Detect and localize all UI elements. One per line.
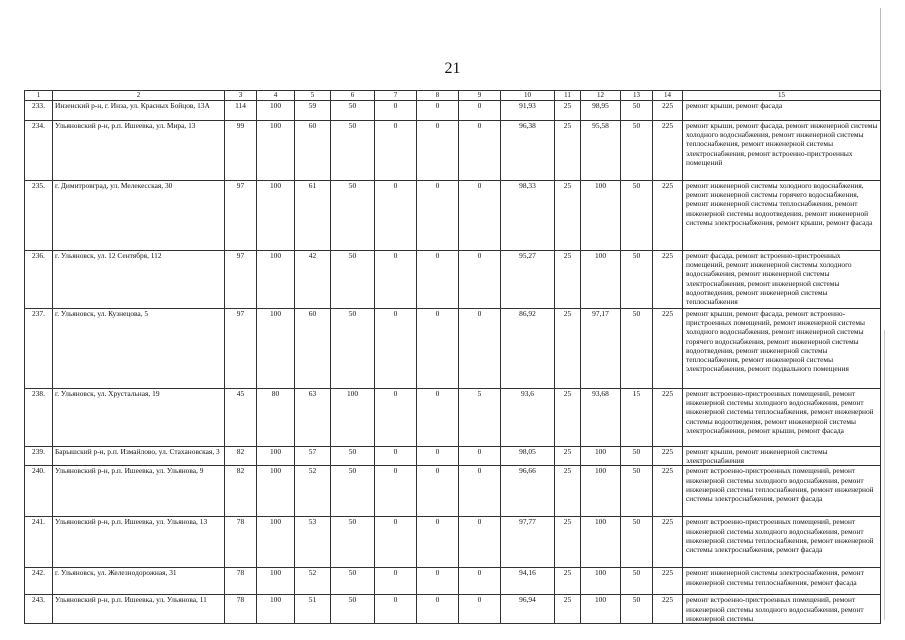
cell-c12: 93,68 xyxy=(581,389,621,447)
cell-c8: 0 xyxy=(417,121,459,181)
cell-c13: 50 xyxy=(621,568,653,595)
cell-c13: 15 xyxy=(621,389,653,447)
column-header-9: 9 xyxy=(459,91,501,101)
column-header-8: 8 xyxy=(417,91,459,101)
cell-addr: г. Ульяновск, ул. Хрустальная, 19 xyxy=(53,389,225,447)
cell-works: ремонт встроенно-пристроенных помещений, ремонт инженерной системы холодного водоснабжения, ремонт инженерной системы xyxy=(683,595,881,624)
scan-edge-line xyxy=(884,330,885,620)
cell-c5: 52 xyxy=(295,466,331,517)
cell-c14: 225 xyxy=(653,389,683,447)
cell-works: ремонт крыши, ремонт фасада, ремонт встроенно-пристроенных помещений, ремонт инженерной системы холодного водоснабжения, ремонт инженерной системы горячего водоснабжения, ремонт инженерной системы водоотведения, ремонт инженерной системы теплоснабжения, ремонт инженерной системы электроснабжения, ремонт подвального помещения xyxy=(683,309,881,389)
cell-c8: 0 xyxy=(417,517,459,568)
cell-c10: 98,33 xyxy=(501,181,555,251)
cell-c5: 51 xyxy=(295,595,331,624)
cell-c11: 25 xyxy=(555,121,581,181)
cell-c12: 100 xyxy=(581,447,621,466)
cell-addr: г. Ульяновск, ул. 12 Сентября, 112 xyxy=(53,251,225,309)
cell-c5: 53 xyxy=(295,517,331,568)
cell-c4: 100 xyxy=(257,447,295,466)
cell-c6: 50 xyxy=(331,568,375,595)
cell-c13: 50 xyxy=(621,181,653,251)
cell-c4: 100 xyxy=(257,466,295,517)
cell-c13: 50 xyxy=(621,517,653,568)
column-header-7: 7 xyxy=(375,91,417,101)
cell-c5: 60 xyxy=(295,309,331,389)
cell-c4: 100 xyxy=(257,595,295,624)
cell-works: ремонт крыши, ремонт инженерной системы электроснабжения xyxy=(683,447,881,466)
cell-n: 238. xyxy=(25,389,53,447)
column-header-11: 11 xyxy=(555,91,581,101)
cell-n: 240. xyxy=(25,466,53,517)
cell-c13: 50 xyxy=(621,101,653,121)
cell-c6: 50 xyxy=(331,447,375,466)
cell-c12: 97,17 xyxy=(581,309,621,389)
column-header-14: 14 xyxy=(653,91,683,101)
cell-c11: 25 xyxy=(555,447,581,466)
table-row xyxy=(25,181,881,251)
cell-c7: 0 xyxy=(375,101,417,121)
cell-c5: 59 xyxy=(295,101,331,121)
cell-c7: 0 xyxy=(375,121,417,181)
cell-c10: 98,05 xyxy=(501,447,555,466)
cell-n: 237. xyxy=(25,309,53,389)
cell-c12: 95,58 xyxy=(581,121,621,181)
cell-works: ремонт инженерной системы электроснабжения, ремонт инженерной системы теплоснабжения, ремонт фасада xyxy=(683,568,881,595)
cell-c14: 225 xyxy=(653,251,683,309)
cell-c5: 60 xyxy=(295,121,331,181)
cell-c6: 50 xyxy=(331,181,375,251)
cell-c12: 100 xyxy=(581,181,621,251)
cell-c7: 0 xyxy=(375,517,417,568)
cell-c9: 0 xyxy=(459,466,501,517)
cell-works: ремонт крыши, ремонт фасада xyxy=(683,101,881,121)
cell-c12: 100 xyxy=(581,595,621,624)
cell-c9: 0 xyxy=(459,121,501,181)
cell-addr: г. Ульяновск, ул. Железнодорожная, 31 xyxy=(53,568,225,595)
cell-c8: 0 xyxy=(417,101,459,121)
cell-c4: 100 xyxy=(257,121,295,181)
page-number: 21 xyxy=(444,60,461,77)
column-header-2: 2 xyxy=(53,91,225,101)
cell-c7: 0 xyxy=(375,181,417,251)
cell-c11: 25 xyxy=(555,389,581,447)
cell-c11: 25 xyxy=(555,309,581,389)
column-header-13: 13 xyxy=(621,91,653,101)
cell-c14: 225 xyxy=(653,101,683,121)
cell-addr: Барышский р-н, р.п. Измайлово, ул. Стахановская, 3 xyxy=(53,447,225,466)
cell-c6: 100 xyxy=(331,389,375,447)
cell-c3: 78 xyxy=(225,517,257,568)
table-row xyxy=(25,389,881,447)
cell-c5: 57 xyxy=(295,447,331,466)
cell-c3: 82 xyxy=(225,447,257,466)
cell-c11: 25 xyxy=(555,595,581,624)
cell-n: 233. xyxy=(25,101,53,121)
cell-c10: 96,38 xyxy=(501,121,555,181)
cell-c8: 0 xyxy=(417,447,459,466)
cell-c9: 0 xyxy=(459,517,501,568)
cell-c10: 94,16 xyxy=(501,568,555,595)
cell-c10: 95,27 xyxy=(501,251,555,309)
cell-works: ремонт инженерной системы холодного водоснабжения, ремонт инженерной системы горячего водоснабжения, ремонт инженерной системы теплоснабжения, ремонт инженерной системы водоотведения, ремонт инженерной системы электроснабжения, ремонт крыши, ремонт фасада xyxy=(683,181,881,251)
cell-addr: Ульяновский р-н, р.п. Ишеевка, ул. Ульянова, 9 xyxy=(53,466,225,517)
cell-c10: 86,92 xyxy=(501,309,555,389)
cell-c14: 225 xyxy=(653,595,683,624)
cell-addr: Ульяновский р-н, р.п. Ишеевка, ул. Мира, 13 xyxy=(53,121,225,181)
cell-c6: 50 xyxy=(331,101,375,121)
cell-c8: 0 xyxy=(417,595,459,624)
cell-c7: 0 xyxy=(375,595,417,624)
cell-c8: 0 xyxy=(417,181,459,251)
cell-c8: 0 xyxy=(417,568,459,595)
cell-c7: 0 xyxy=(375,309,417,389)
cell-c12: 100 xyxy=(581,466,621,517)
cell-n: 241. xyxy=(25,517,53,568)
column-header-12: 12 xyxy=(581,91,621,101)
cell-c8: 0 xyxy=(417,389,459,447)
cell-c3: 45 xyxy=(225,389,257,447)
cell-c10: 96,94 xyxy=(501,595,555,624)
cell-c7: 0 xyxy=(375,568,417,595)
repair-program-table xyxy=(24,90,881,624)
cell-c6: 50 xyxy=(331,251,375,309)
table-row xyxy=(25,517,881,568)
cell-c6: 50 xyxy=(331,517,375,568)
cell-c14: 225 xyxy=(653,121,683,181)
cell-n: 242. xyxy=(25,568,53,595)
cell-c9: 0 xyxy=(459,251,501,309)
cell-addr: Инзенский р-н, г. Инза, ул. Красных Бойцов, 13А xyxy=(53,101,225,121)
cell-c6: 50 xyxy=(331,309,375,389)
table-row xyxy=(25,121,881,181)
cell-c11: 25 xyxy=(555,568,581,595)
cell-c13: 50 xyxy=(621,121,653,181)
cell-addr: Ульяновский р-н, р.п. Ишеевка, ул. Ульянова, 13 xyxy=(53,517,225,568)
cell-c13: 50 xyxy=(621,309,653,389)
table-row xyxy=(25,568,881,595)
cell-c11: 25 xyxy=(555,181,581,251)
cell-c12: 98,95 xyxy=(581,101,621,121)
cell-c13: 50 xyxy=(621,447,653,466)
table-row xyxy=(25,101,881,121)
cell-c9: 0 xyxy=(459,447,501,466)
table-row xyxy=(25,251,881,309)
cell-c4: 100 xyxy=(257,251,295,309)
cell-c14: 225 xyxy=(653,568,683,595)
cell-c13: 50 xyxy=(621,466,653,517)
cell-n: 243. xyxy=(25,595,53,624)
cell-c3: 97 xyxy=(225,309,257,389)
cell-c12: 100 xyxy=(581,568,621,595)
cell-c12: 100 xyxy=(581,251,621,309)
column-header-6: 6 xyxy=(331,91,375,101)
cell-works: ремонт фасада, ремонт встроенно-пристроенных помещений, ремонт инженерной системы холодного водоснабжения, ремонт инженерной системы электроснабжения, ремонт инженерной системы водоотведения, ремонт инженерной системы теплоснабжения xyxy=(683,251,881,309)
cell-c4: 100 xyxy=(257,309,295,389)
cell-c7: 0 xyxy=(375,447,417,466)
cell-c5: 63 xyxy=(295,389,331,447)
cell-c4: 100 xyxy=(257,101,295,121)
cell-c8: 0 xyxy=(417,466,459,517)
cell-c14: 225 xyxy=(653,181,683,251)
column-header-4: 4 xyxy=(257,91,295,101)
cell-n: 239. xyxy=(25,447,53,466)
cell-c3: 97 xyxy=(225,251,257,309)
cell-c4: 100 xyxy=(257,181,295,251)
cell-c4: 80 xyxy=(257,389,295,447)
cell-c13: 50 xyxy=(621,251,653,309)
cell-n: 236. xyxy=(25,251,53,309)
cell-c10: 91,93 xyxy=(501,101,555,121)
table-row xyxy=(25,447,881,466)
cell-c7: 0 xyxy=(375,389,417,447)
cell-c7: 0 xyxy=(375,251,417,309)
column-header-3: 3 xyxy=(225,91,257,101)
column-header-15: 15 xyxy=(683,91,881,101)
cell-c8: 0 xyxy=(417,309,459,389)
cell-c11: 25 xyxy=(555,466,581,517)
cell-c11: 25 xyxy=(555,517,581,568)
cell-c3: 78 xyxy=(225,568,257,595)
cell-c13: 50 xyxy=(621,595,653,624)
table-row xyxy=(25,595,881,624)
cell-c9: 5 xyxy=(459,389,501,447)
cell-addr: г. Ульяновск, ул. Кузнецова, 5 xyxy=(53,309,225,389)
cell-c9: 0 xyxy=(459,309,501,389)
cell-n: 235. xyxy=(25,181,53,251)
cell-c3: 97 xyxy=(225,181,257,251)
column-header-5: 5 xyxy=(295,91,331,101)
table-header-row xyxy=(25,91,881,101)
cell-c11: 25 xyxy=(555,251,581,309)
cell-c12: 100 xyxy=(581,517,621,568)
cell-c9: 0 xyxy=(459,181,501,251)
cell-addr: Ульяновский р-н, р.п. Ишеевка, ул. Ульянова, 11 xyxy=(53,595,225,624)
cell-c3: 99 xyxy=(225,121,257,181)
cell-c3: 78 xyxy=(225,595,257,624)
cell-c14: 225 xyxy=(653,447,683,466)
cell-c4: 100 xyxy=(257,517,295,568)
cell-c3: 82 xyxy=(225,466,257,517)
cell-works: ремонт встроенно-пристроенных помещений, ремонт инженерной системы холодного водоснабжения, ремонт инженерной системы теплоснабжения, ремонт инженерной системы электроснабжения, ремонт фасада xyxy=(683,517,881,568)
table-row xyxy=(25,466,881,517)
table-row xyxy=(25,309,881,389)
cell-c9: 0 xyxy=(459,568,501,595)
cell-c10: 97,77 xyxy=(501,517,555,568)
cell-c5: 61 xyxy=(295,181,331,251)
cell-works: ремонт встроенно-пристроенных помещений, ремонт инженерной системы холодного водоснабжения, ремонт инженерной системы теплоснабжения, ремонт инженерной системы водоотведения, ремонт инженерной системы электроснабжения, ремонт крыши, ремонт фасада xyxy=(683,389,881,447)
cell-c14: 225 xyxy=(653,517,683,568)
cell-c14: 225 xyxy=(653,466,683,517)
cell-c10: 93,6 xyxy=(501,389,555,447)
cell-c4: 100 xyxy=(257,568,295,595)
cell-c6: 50 xyxy=(331,466,375,517)
cell-c10: 96,66 xyxy=(501,466,555,517)
cell-addr: г. Димитровград, ул. Мелекесская, 30 xyxy=(53,181,225,251)
cell-c9: 0 xyxy=(459,101,501,121)
cell-c14: 225 xyxy=(653,309,683,389)
cell-c5: 42 xyxy=(295,251,331,309)
cell-n: 234. xyxy=(25,121,53,181)
column-header-1: 1 xyxy=(25,91,53,101)
column-header-10: 10 xyxy=(501,91,555,101)
cell-c5: 52 xyxy=(295,568,331,595)
cell-c11: 25 xyxy=(555,101,581,121)
cell-c3: 114 xyxy=(225,101,257,121)
cell-works: ремонт крыши, ремонт фасада, ремонт инженерной системы холодного водоснабжения, ремонт инженерной системы теплоснабжения, ремонт инженерной системы электроснабжения, ремонт встроенно-пристроенных помещений xyxy=(683,121,881,181)
cell-c6: 50 xyxy=(331,121,375,181)
cell-works: ремонт встроенно-пристроенных помещений, ремонт инженерной системы холодного водоснабжения, ремонт инженерной системы теплоснабжения, ремонт инженерной системы электроснабжения, ремонт фасада xyxy=(683,466,881,517)
cell-c9: 0 xyxy=(459,595,501,624)
cell-c6: 50 xyxy=(331,595,375,624)
cell-c8: 0 xyxy=(417,251,459,309)
cell-c7: 0 xyxy=(375,466,417,517)
